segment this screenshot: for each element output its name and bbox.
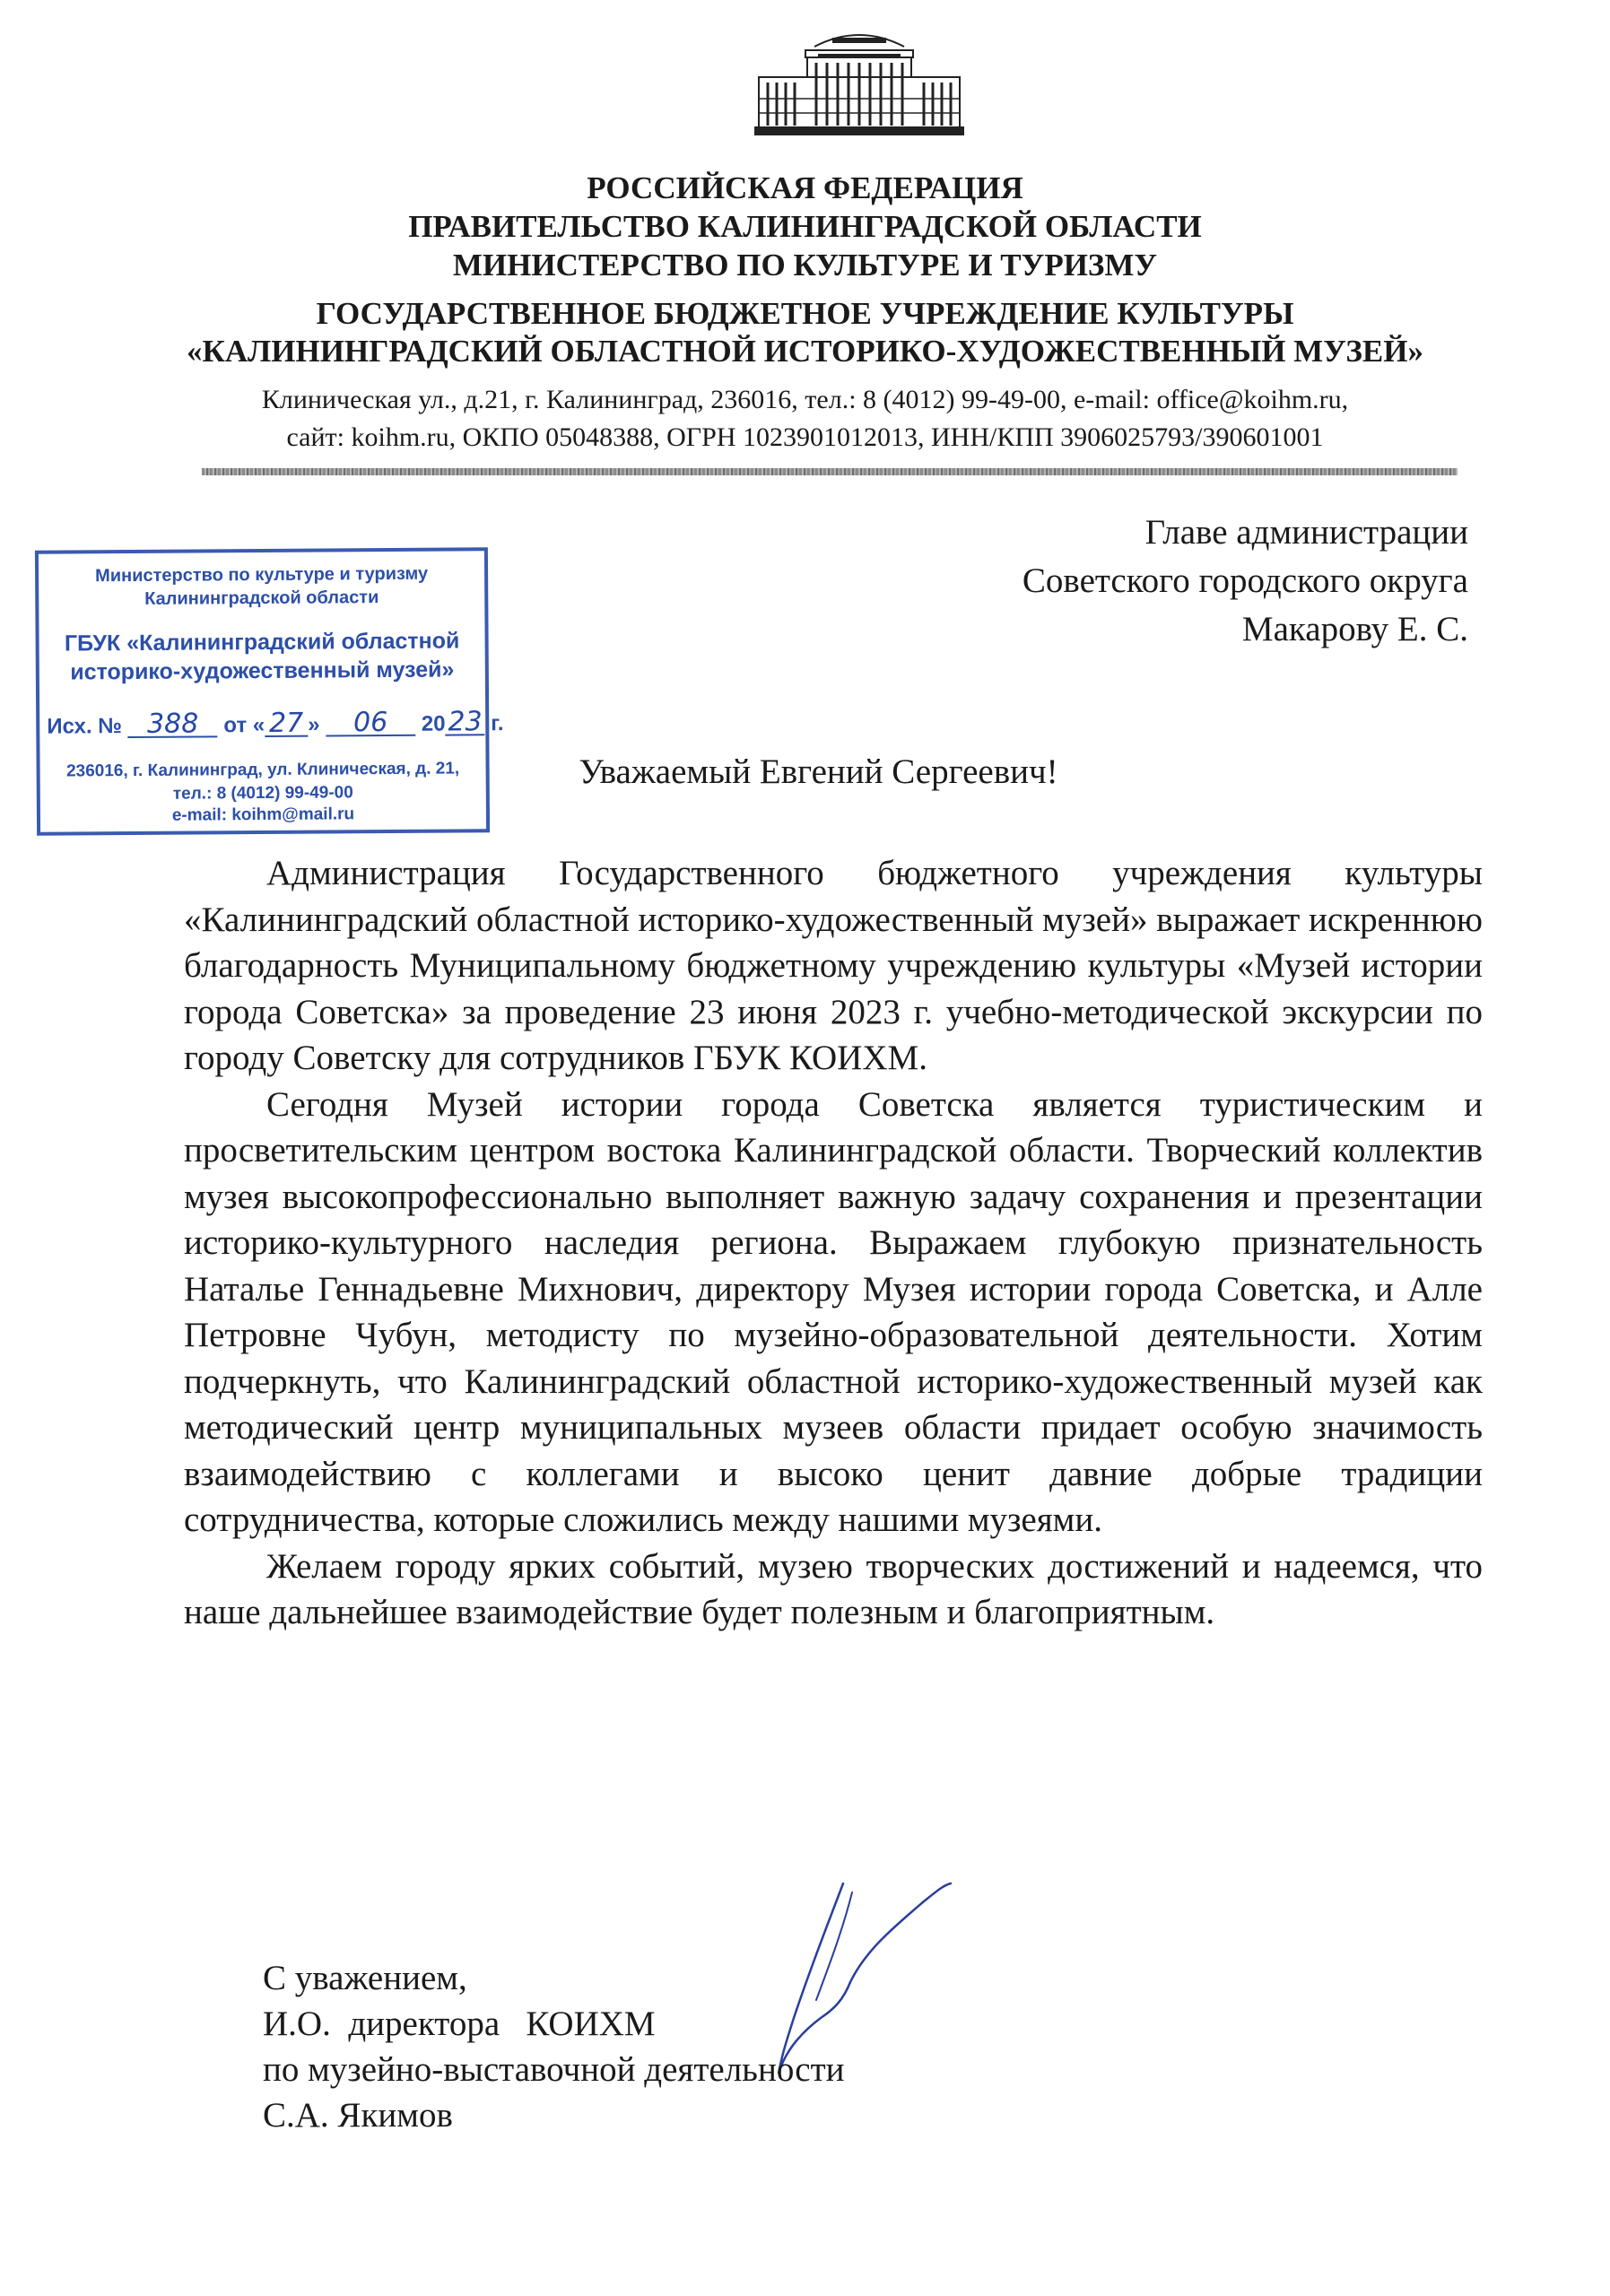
body-paragraph-gratitude: Администрация Государственного бюджетного учреждения культуры «Калининградский областной историко-художественный музей» выражает искреннюю благодарность Муниципальному бюджетному учреждению культуры «Музей истории города Советска» за проведение 23 июня 2023 г. учебно-методической экскурсии по городу Советску для сотрудников ГБУК КОИХМ.: [184, 854, 1483, 1077]
body-paragraph-wishes: Желаем городу ярких событий, музею творческих достижений и надеемся, что наше дальнейшее взаимодействие будет полезным и благоприятным.: [184, 1546, 1483, 1631]
stamp-address: 236016, г. Калининград, ул. Клиническая, д. 21,: [65, 759, 460, 781]
closing-regards: С уважением,: [263, 1959, 467, 1997]
outgoing-registration-stamp: [35, 547, 504, 836]
stamp-day: 27: [265, 712, 308, 737]
stamp-region: Калининградской области: [144, 587, 379, 609]
museum-building-logo: [752, 27, 967, 144]
stamp-month: 06: [326, 711, 415, 737]
stamp-org-name: ГБУК «Калининградский областной: [64, 628, 460, 657]
body-paragraph-museum: Сегодня Музей истории города Советска является туристическим и просветительским центром востока Калининградской области. Творческий коллектив музея высокопрофессионально выполняет важную задачу сохранения и презентации историко-культурного наследия региона. Выражаем глубокую признательность Наталье Геннадьевне Михнович, директору Музея истории города Советска, и Алле Петровне Чубун, методисту по музейно-образовательной деятельности. Хотим подчеркнуть, что Калининградский областной историко-художественный музей как методический центр муниципальных музеев области придает особую значимость взаимодействию с коллегами и высоко ценит давние добрые традиции сотрудничества, которые сложились между нашими музеями.: [184, 1084, 1483, 1539]
signatory-name: С.А. Якимов: [263, 2096, 453, 2135]
stamp-number-label: Исх. №: [47, 714, 123, 739]
stamp-year: 23: [445, 710, 484, 735]
addressee-name: Макарову Е. С.: [1241, 610, 1468, 648]
stamp-registration-line: [47, 706, 504, 740]
header-institution-name: «КАЛИНИНГРАДСКИЙ ОБЛАСТНОЙ ИСТОРИКО-ХУДОЖЕСТВЕННЫЙ МУЗЕЙ»: [187, 334, 1423, 369]
header-country: РОССИЙСКАЯ ФЕДЕРАЦИЯ: [587, 170, 1023, 205]
signatory-position: И.О. директора КОИХМ: [263, 2005, 656, 2043]
addressee-organization: Советского городского округа: [1022, 561, 1468, 600]
header-government: ПРАВИТЕЛЬСТВО КАЛИНИНГРАДСКОЙ ОБЛАСТИ: [408, 209, 1202, 244]
stamp-email: e-mail: koihm@mail.ru: [171, 804, 355, 825]
stamp-year-label: г.: [491, 711, 504, 736]
signatory-department: по музейно-выставочной деятельности: [263, 2050, 845, 2089]
stamp-from-label: от «: [223, 712, 265, 738]
letter-body: [184, 850, 1483, 1636]
stamp-number: 388: [128, 712, 218, 738]
stamp-ministry: Министерство по культуре и туризму: [95, 563, 429, 587]
stamp-org-name-2: историко-художественный музей»: [70, 657, 455, 685]
header-divider: [202, 468, 1458, 475]
header-institution-type: ГОСУДАРСТВЕННОЕ БЮДЖЕТНОЕ УЧРЕЖДЕНИЕ КУЛЬТУРЫ: [316, 296, 1294, 331]
header-registration: сайт: koihm.ru, ОКПО 05048388, ОГРН 1023901012013, ИНН/КПП 3906025793/390601001: [286, 422, 1324, 452]
closing-block: [263, 1955, 845, 2138]
header-ministry: МИНИСТЕРСТВО ПО КУЛЬТУРЕ И ТУРИЗМУ: [452, 248, 1158, 283]
stamp-year-prefix: 20: [421, 711, 446, 736]
stamp-phone: тел.: 8 (4012) 99-49-00: [172, 783, 353, 804]
header-address: Клиническая ул., д.21, г. Калининград, 236016, тел.: 8 (4012) 99-49-00, e-mail: office@koihm.ru,: [261, 385, 1349, 414]
greeting: Уважаемый Евгений Сергеевич!: [579, 752, 1058, 791]
stamp-day-close: »: [308, 712, 320, 737]
addressee-position: Главе администрации: [1144, 513, 1468, 552]
